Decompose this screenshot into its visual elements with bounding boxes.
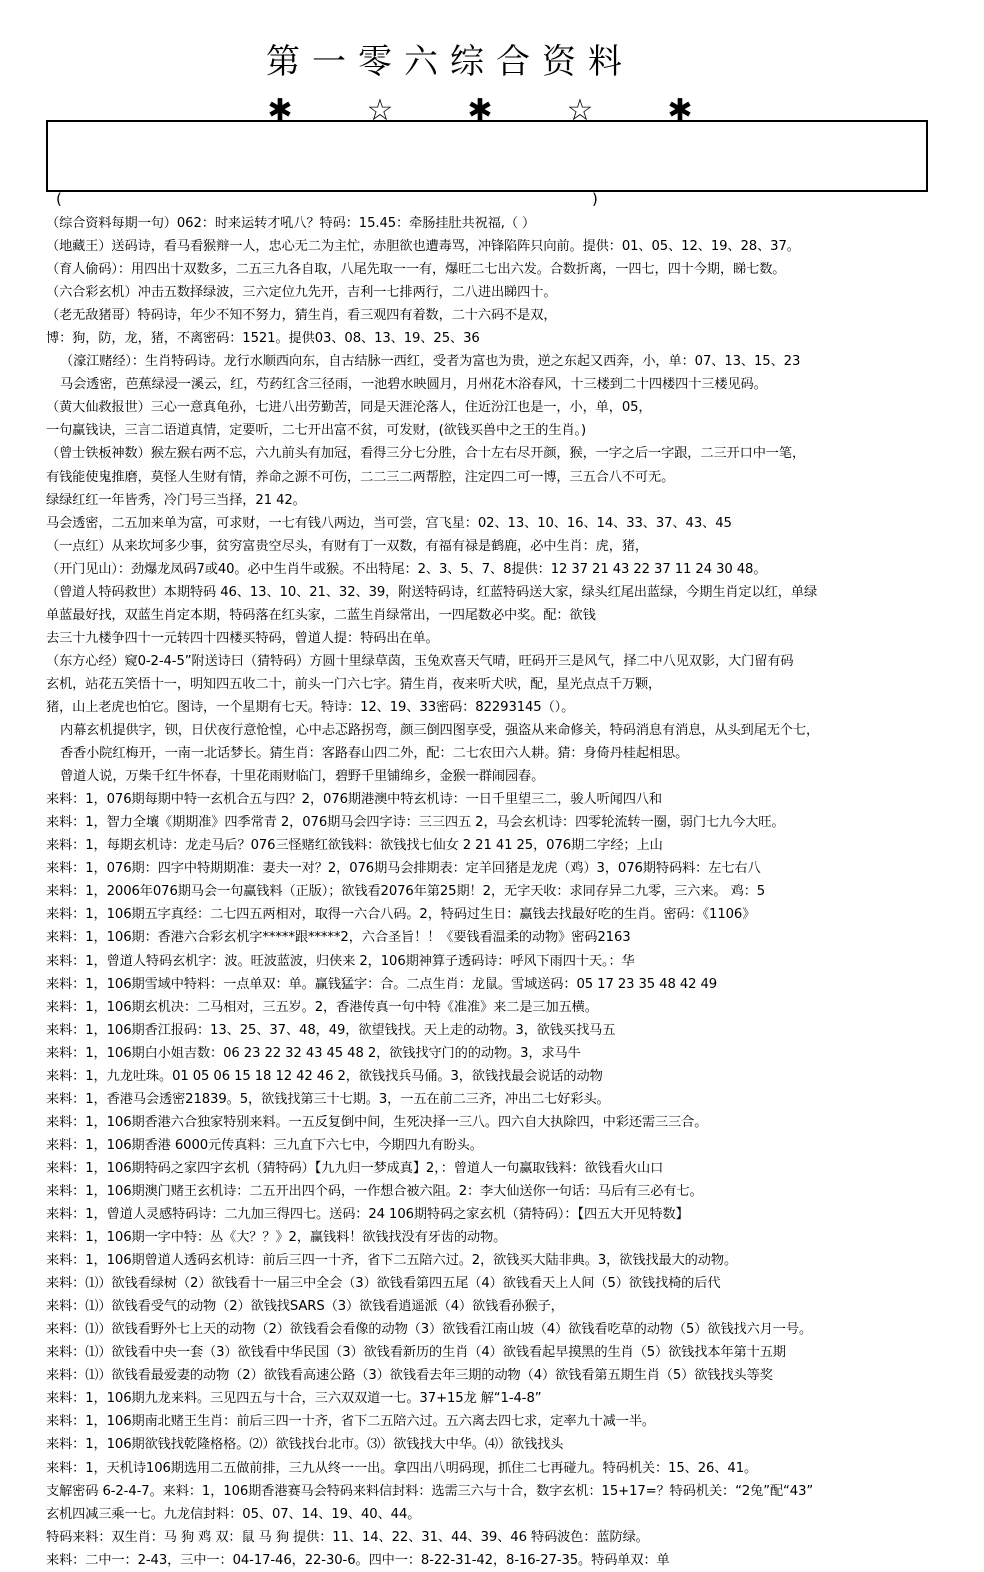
text-line: 来料：⑴）欲钱看最爱妻的动物（2）欲钱看高速公路（3）欲钱看去年三期的动物（4）欲钱看第五期生肖（5）欲钱找头等奖	[46, 1368, 773, 1384]
text-line: 来料：1，076期：四字中特期期准：妻夫一对？2，076期马会排期表：定羊回猪是龙虎（鸡）3，076期特码料：左七右八	[46, 861, 761, 877]
blank-banner-box	[46, 120, 928, 192]
text-line: （开门见山）：劲爆龙凤码7或40。必中生肖牛或猴。不出特尾：2、3、5、7、8提供：12 37 21 43 22 37 11 24 30 48。	[46, 561, 767, 577]
text-line: 一句赢钱诀，三言二语道真情，定要听，二七开出富不贫，可发财，(欲钱买兽中之王的生肖。)	[46, 423, 587, 439]
text-line: 玄机，站花五笑悟十一，明知四五收二十，前头一门六七字。猜生肖，夜来听犬吠，配，星光点点千万颗，	[46, 676, 662, 692]
text-line: 曾道人说，万柴千红牛怀春，十里花雨财临门，碧野千里铺绵乡，金猴一群闹园春。	[60, 769, 545, 785]
text-line: 绿绿红红一年皆秀，冷门号三当择，21 42。	[46, 492, 306, 508]
text-line: 来料：1，曾道人特码玄机字：波。旺波蓝波，归侠来 2，106期神算子透码诗：呼风下雨四十天。：华	[46, 953, 635, 969]
text-line: （黄大仙救报世）三心一意真龟孙，七进八出劳勤苦，同是天涯沦落人，住近汾江也是一，小，单，05，	[46, 400, 652, 416]
text-line: 来料：⑴）欲钱看野外七上天的动物（2）欲钱看会看像的动物（3）欲钱看江南山坡（4）欲钱看吃草的动物（5）欲钱找六月一号。	[46, 1322, 813, 1338]
text-line: 来料：⑴）欲钱看绿树（2）欲钱看十一届三中全会（3）欲钱看第四五尾（4）欲钱看天上人间（5）欲钱找椅的后代	[46, 1276, 721, 1292]
text-line: 内幕玄机提供字，钡，日伏夜行意怆惶，心中忐忑路拐弯，颜三倒四图享受，强盗从来命修关，特码消息有消息，从头到尾无个七，	[60, 723, 820, 739]
text-line: 来料：1，106期五字真经：二七四五两相对，取得一六合八码。2，特码过生日：赢钱去找最好吃的生肖。密码：《1106》	[46, 907, 756, 923]
text-line: 有钱能使鬼推磨，莫怪人生财有情，养命之源不可伤，二二三二两帮腔，注定四二可一博，三五合八不可无。	[46, 469, 675, 485]
text-line: （六合彩玄机）冲击五数择绿波，三六定位九先开，吉利一七排两行，二八进出睇四十。	[46, 285, 557, 301]
text-line: 支解密码 6-2-4-7。来料：1，106期香港赛马会特码来料信封料：选需三六与十合，数字玄机：15+17=？特码机关：“2兔”配“43”	[46, 1483, 814, 1499]
star-icon: ✱	[467, 92, 493, 128]
text-line: 来料：1，106期雪域中特料：一点单双：单。赢钱猛字：合。二点生肖：龙鼠。雪域送码：05 17 23 35 48 42 49	[46, 976, 718, 992]
text-line: （一点红）从来坎坷多少事，贫穷富贵空尽头，有财有丁一双数，有福有禄是鹤鹿，必中生肖：虎，猪，	[46, 538, 649, 554]
text-line: 来料：1，106期玄机决：二马相对，三五岁。2，香港传真一句中特《准准》来二是三加五横。	[46, 999, 598, 1015]
text-line: 来料：1，106期香港 6000元传真料：三九直下六七中，今期四九有盼头。	[46, 1137, 483, 1153]
text-line: （濠江赌经）：生肖特码诗。龙行水顺西向东，自古结脉一西红，受者为富也为贵，逆之东起又西奔，小，单：07、13、15、23	[60, 354, 801, 370]
text-line: 来料：1，106期白小姐吉数：06 23 22 32 43 45 48 2，欲钱找守门的的动物。3，求马牛	[46, 1045, 581, 1061]
content-lines	[46, 212, 946, 1572]
star-icon: ✱	[667, 92, 693, 128]
text-line: 来料：1，曾道人灵感特码诗：二九加三得四七。送码：24 106期特码之家玄机（猜特码）：【四五大开见特数】	[46, 1207, 689, 1223]
star-outline-icon: ☆	[566, 92, 594, 128]
text-line: （育人偷码）：用四出十双数多，二五三九各自取，八尾先取一一有，爆旺二七出六发。合数折离，一四七，四十今期，睇七数。	[46, 262, 786, 278]
text-line: 来料：1，106期：香港六合彩玄机字*****跟*****2，六合圣旨！！《要钱看温柔的动物》密码2163	[46, 930, 631, 946]
left-paren: (	[56, 190, 62, 208]
text-line: （曾道人特码救世）本期特码 46、13、10、21、32、39，附送特码诗，红蓝特码送大家，绿头红尾出蓝绿，今期生肖定以红，单绿	[46, 584, 818, 600]
text-line: 马会透密，二五加来单为富，可求财，一七有钱八两边，当可尝，宫飞星：02、13、10、16、14、33、37、43、45	[46, 515, 732, 531]
text-line: 特码来料：双生肖：马 狗 鸡 双：鼠 马 狗 提供：11、14、22、31、44、39、46 特码波色：蓝防绿。	[46, 1529, 649, 1545]
text-line: 来料：1，106期一字中特：丛《大？？》2，赢钱料！欲钱找没有牙齿的动物。	[46, 1230, 507, 1246]
text-line: （地藏王）送码诗，看马看猴辩一人，忠心无二为主忙，赤胆欲也遭毒骂，冲锋陷阵只向前。提供：01、05、12、19、28、37。	[46, 239, 800, 255]
text-line: 来料：1，106期澳门赌王玄机诗：二五开出四个码，一作想合被六阻。2：李大仙送你一句话：马后有三必有七。	[46, 1183, 703, 1199]
right-paren: )	[592, 190, 598, 208]
text-line: 来料：1，106期香江报码：13、25、37、48，49，欲望钱找。天上走的动物。3，欲钱买找马五	[46, 1022, 616, 1038]
text-line: 来料：1，106期欲钱找乾隆格格。⑵）欲钱找台北市。⑶）欲钱找大中华。⑷）欲钱找头	[46, 1437, 564, 1453]
text-line: 来料：⑴）欲钱看受气的动物（2）欲钱找SARS（3）欲钱看逍遥派（4）欲钱看孙猴子，	[46, 1299, 564, 1315]
text-line: 玄机四减三乘一七。九龙信封料：05、07、14、19、40、44。	[46, 1506, 421, 1522]
text-line: 来料：⑴）欲钱看中央一套（3）欲钱看中华民国（3）欲钱看新历的生肖（4）欲钱看起早摸黑的生肖（5）欲钱找本年第十五期	[46, 1345, 786, 1361]
text-line: 来料：1，每期玄机诗：龙走马后？076三怪赌红欲钱料：欲钱找七仙女 2 21 41 25，076期二字经；上山	[46, 838, 663, 854]
text-line: 单蓝最好找，双蓝生肖定本期，特码落在红头家，二蓝生肖绿常出，一四尾数必中奖。配：欲钱	[46, 607, 596, 623]
text-line: （曾士铁板神数）猴左猴右两不忘，六九前头有加冠，看得三分七分胜，合十左右尽开颜，猴，一字之后一字跟，二三开口中一笔，	[46, 446, 806, 462]
text-line: 马会透密，芭蕉绿浸一溪云，红，芍药红含三径雨，一池碧水映圆月，月州花木浴春风，十三楼到二十四楼四十三楼见码。	[60, 377, 767, 393]
text-line: （老无敌猪哥）特码诗，年少不知不努力，猜生肖，看三观四有着数，二十六码不是双，	[46, 308, 557, 324]
text-line: 香香小院红梅开，一南一北话梦长。猜生肖：客路春山四二外，配：二七农田六人耕。猜：身倚丹桂起相思。	[60, 746, 689, 762]
text-line: 来料：1，智力全壤《期期准》四季常青 2，076期马会四字诗：三三四五 2，马会玄机诗：四零轮流转一圈，弱门七九今大旺。	[46, 815, 785, 831]
text-line: 来料：二中一：2-43，三中一：04-17-46，22-30-6。四中一：8-22-31-42，8-16-27-35。特码单双：单	[46, 1552, 670, 1568]
text-line: 去三十九楼争四十一元转四十四楼买特码，曾道人提：特码出在单。	[46, 630, 439, 646]
text-line: 来料：1，九龙吐珠。01 05 06 15 18 12 42 46 2，欲钱找兵马俑。3，欲钱找最会说话的动物	[46, 1068, 603, 1084]
text-line: 来料：1，天机诗106期选用二五做前排，三九从终一一出。拿四出八明码现，抓住二七再碰九。特码机关：15、26、41。	[46, 1460, 758, 1476]
text-line: 来料：1，106期九龙来料。三见四五与十合，三六双双道一七。37+15龙 解“1-4-8”	[46, 1391, 542, 1407]
star-icon: ✱	[267, 92, 293, 128]
text-line: （综合资料每期一句）062：时来运转才吼八？特码：15.45：牵肠挂肚共祝福,（ ）	[46, 216, 536, 231]
text-line: 来料：1，076期每期中特一玄机合五与四？2，076期港澳中特玄机诗：一日千里望三二，骏人听闻四八和	[46, 792, 662, 808]
paren-line	[56, 190, 616, 208]
text-line: 来料：1，106期特码之家四字玄机（猜特码）【九九归一梦成真】2，：曾道人一句赢取钱料：欲钱看火山口	[46, 1160, 664, 1176]
text-line: 来料：1，香港马会透密21839。5，欲钱找第三十七期。3，一五在前二三齐，冲出二七好彩头。	[46, 1091, 610, 1107]
text-line: 来料：1，106期曾道人透码玄机诗：前后三四一十齐，省下二五陪六过。2，欲钱买大陆非典。3，欲钱找最大的动物。	[46, 1253, 738, 1269]
text-line: （东方心经）窥0-2-4-5”附送诗曰（猜特码）方圆十里绿草茵，玉兔欢喜天气晴，旺码开三是风气，择二中八见双影，大门留有码	[46, 653, 794, 669]
text-line: 博：狗，防，龙，猪，不离密码：1521。提供03、08、13、19、25、36	[46, 331, 480, 347]
text-line: 猪，山上老虎也怕它。图诗，一个星期有七天。特诗：12、19、33密码：82293145（）。	[46, 699, 575, 715]
star-outline-icon: ☆	[366, 92, 394, 128]
text-line: 来料：1，106期南北赌王生肖：前后三四一十齐，省下二五陪六过。五六离去四七求，定率九十减一半。	[46, 1414, 656, 1430]
text-line: 来料：1，2006年076期马会一句赢钱料（正版）；欲钱看2076年第25期！2，无字天收：求同存异二九零，三六来。 鸡：5	[46, 884, 766, 900]
text-line: 来料：1，106期香港六合独家特别来料。一五反复倒中间，生死决择一三八。四六自大执除四，中彩还需三三合。	[46, 1114, 708, 1130]
page-title: 第一零六综合资料	[266, 42, 634, 82]
